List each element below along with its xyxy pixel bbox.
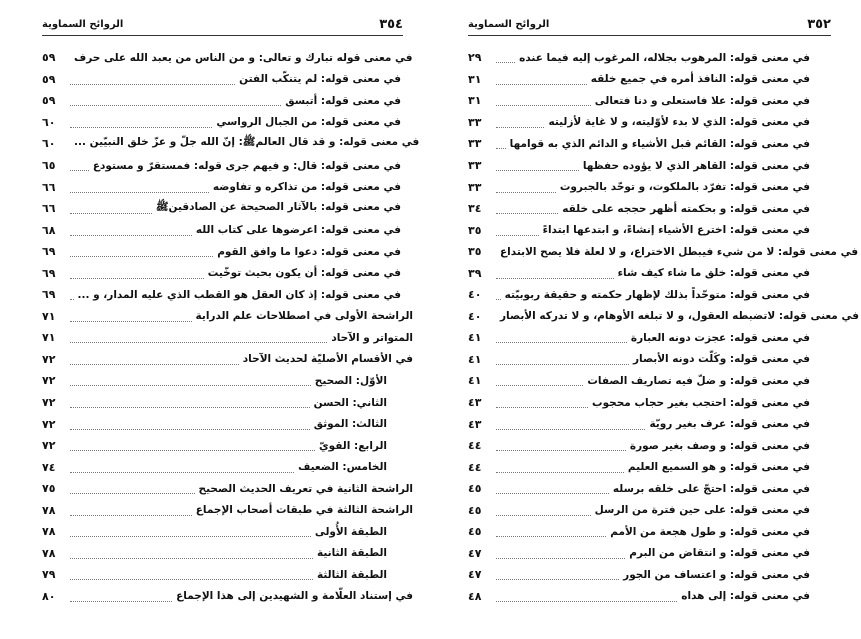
toc-entry-page: ٤٠ bbox=[468, 288, 482, 302]
dot-leader bbox=[496, 52, 515, 63]
toc-entry-title: الراشحة الثالثة في طبقات أصحاب الإجماع bbox=[195, 504, 413, 517]
dot-leader bbox=[496, 138, 506, 149]
toc-entry-title: المتواتر و الآحاد bbox=[331, 331, 413, 344]
dot-leader bbox=[70, 268, 204, 279]
toc-entry bbox=[42, 370, 413, 392]
toc-entry bbox=[468, 176, 810, 198]
toc-entry bbox=[42, 456, 413, 478]
toc-entry-page: ٧٢ bbox=[42, 352, 56, 366]
toc-entry-page: ٧٤ bbox=[42, 460, 56, 474]
toc-entry-title: الطبقة الأُولى bbox=[314, 525, 387, 538]
toc-entry-title: في معنى قوله: من تذاكره و تفاوضه bbox=[212, 181, 401, 194]
dot-leader bbox=[496, 397, 588, 408]
toc-entry-page: ٣٣ bbox=[468, 115, 482, 129]
dot-leader bbox=[70, 548, 313, 559]
toc-entry bbox=[42, 586, 413, 608]
toc-entry-page: ٤٨ bbox=[468, 589, 482, 603]
toc-entry-title: في معنى قوله: لم يتنكّب الفتن bbox=[239, 73, 401, 86]
toc-entry-title: في معنى قوله: إلى هداه bbox=[681, 590, 810, 603]
page-header bbox=[468, 19, 831, 36]
toc-entry bbox=[42, 392, 413, 414]
toc-entry bbox=[468, 133, 810, 155]
toc-entry bbox=[42, 241, 413, 263]
toc-entry bbox=[42, 133, 420, 155]
toc-entry-page: ٦٩ bbox=[42, 266, 56, 280]
dot-leader bbox=[496, 483, 609, 494]
toc-entry-title: في معنى قوله: أتبسق bbox=[285, 94, 401, 107]
toc-entry-page: ٣٥ bbox=[468, 245, 482, 259]
dot-leader bbox=[70, 569, 313, 580]
dot-leader bbox=[70, 117, 212, 128]
toc-entry-page: ٥٩ bbox=[42, 94, 56, 108]
toc-entry-title: في معنى قوله: القاهر الذي لا يؤوده حفظها bbox=[582, 159, 810, 172]
toc-entry bbox=[468, 499, 810, 521]
toc-entry-title: في معنى قوله: القائم قبل الأشياء و الدائم الذي به قوامها bbox=[509, 137, 810, 150]
toc-entry-title: في معنى قوله: اعرضوها على كتاب الله bbox=[195, 224, 401, 237]
dot-leader bbox=[496, 462, 624, 473]
dot-leader bbox=[70, 160, 89, 171]
toc-entry-page: ٣٣ bbox=[468, 159, 482, 172]
toc-entry bbox=[468, 543, 810, 565]
dot-leader bbox=[496, 548, 625, 559]
toc-entry bbox=[42, 564, 413, 586]
toc-entry-page: ٢٩ bbox=[468, 51, 482, 65]
toc-entry bbox=[468, 456, 810, 478]
toc-entry-title: في معنى قوله: و هو السميع العليم bbox=[627, 461, 810, 474]
toc-entry-title: الثاني: الحسن bbox=[313, 396, 387, 409]
toc-entry bbox=[468, 284, 810, 306]
toc-entry bbox=[468, 349, 810, 371]
toc-entry-title: في معنى قوله: اخترع الأشياء إنشاءً، و ابتدعها ابتداءً bbox=[542, 224, 810, 237]
dot-leader bbox=[496, 95, 591, 106]
toc-entry-page: ٤١ bbox=[468, 374, 482, 388]
toc-entry-page: ٧٢ bbox=[42, 374, 56, 388]
toc-entry-title: في معنى قوله: وكَلّت دونه الأبصار bbox=[632, 353, 810, 366]
toc-entry-title: الأوّل: الصحيح bbox=[314, 374, 387, 387]
dot-leader bbox=[496, 289, 501, 300]
toc-entry-page: ٧٨ bbox=[42, 525, 56, 539]
dot-leader bbox=[496, 526, 606, 537]
toc-entry bbox=[42, 521, 413, 543]
toc-entry-page: ٧٢ bbox=[42, 396, 56, 410]
toc-entry bbox=[468, 69, 810, 91]
toc-entry bbox=[42, 198, 413, 220]
toc-entry bbox=[468, 47, 810, 69]
dot-leader bbox=[70, 397, 310, 408]
toc-entry bbox=[42, 90, 413, 112]
toc-entry bbox=[468, 306, 859, 328]
toc-entry-page: ٤٥ bbox=[468, 482, 482, 496]
toc-entry-page: ٤٣ bbox=[468, 396, 482, 410]
dot-leader bbox=[70, 95, 281, 106]
dot-leader bbox=[70, 419, 310, 430]
toc-entry-page: ٤٧ bbox=[468, 546, 482, 560]
toc-entry bbox=[468, 586, 810, 608]
toc-entry-title: في معنى قوله: خلق ما شاء كيف شاء bbox=[617, 267, 810, 280]
toc-entry bbox=[468, 392, 810, 414]
toc-entry-page: ٤٠ bbox=[468, 309, 482, 323]
dot-leader bbox=[70, 246, 213, 257]
dot-leader bbox=[496, 182, 556, 193]
running-title: الروائح السماوية bbox=[468, 19, 550, 30]
toc-entry-page: ٣٣ bbox=[468, 180, 482, 194]
toc-entry-page: ٧٨ bbox=[42, 503, 56, 517]
toc-entry-title: في معنى قوله: و قد قال العالمﷺ: إنّ الله جلّ و عزّ خلق النبيّين ... bbox=[74, 136, 420, 149]
toc-entry-title: في معنى قوله: لا من شيء فيبطل الاختراع، و لا لعلة فلا يصح الابتداع bbox=[500, 245, 859, 258]
toc-entry-page: ٤٤ bbox=[468, 460, 482, 474]
toc-entry-page: ٥٩ bbox=[42, 51, 56, 65]
toc-entry bbox=[42, 69, 413, 91]
toc-entry-page: ٤٧ bbox=[468, 568, 482, 582]
dot-leader bbox=[70, 225, 192, 236]
running-title: الروائح السماوية bbox=[42, 19, 124, 30]
toc-entry bbox=[42, 47, 413, 69]
toc-entry-title: في إستناد العلّامة و الشهيدين إلى هذا الإجماع bbox=[176, 590, 413, 603]
toc-entry bbox=[42, 327, 413, 349]
toc-entry-title: في معنى قوله: دعوا ما وافق القوم bbox=[217, 245, 401, 258]
toc-entry bbox=[42, 155, 413, 177]
toc-entry-page: ٣١ bbox=[468, 72, 482, 86]
toc-entry-title: في الأقسام الأصليّة لحديث الآحاد bbox=[242, 353, 413, 366]
toc-entry-title: في معنى قوله: علا فاستعلى و دنا فتعالى bbox=[594, 94, 810, 107]
toc-entry-title: في معنى قوله: النافذ أمره في جميع خلقه bbox=[590, 73, 810, 86]
dot-leader bbox=[496, 569, 619, 580]
dot-leader bbox=[496, 591, 677, 602]
toc-entry-title: الراشحة الثانية في تعريف الحديث الصحيح bbox=[198, 482, 413, 495]
toc-entry-title: في معنى قوله: و اعتساف من الجور bbox=[623, 568, 810, 581]
dot-leader bbox=[70, 182, 209, 193]
toc-entry-page: ٦٥ bbox=[42, 159, 56, 172]
toc-entry bbox=[468, 112, 810, 134]
toc-entry-page: ٦٦ bbox=[42, 202, 56, 216]
toc-entry bbox=[42, 543, 413, 565]
toc-entry-page: ٨٠ bbox=[42, 589, 56, 603]
dot-leader bbox=[496, 354, 629, 365]
toc-entry-page: ٣٥ bbox=[468, 223, 482, 237]
toc-entry bbox=[42, 349, 413, 371]
toc-entry-page: ٣٩ bbox=[468, 266, 482, 280]
toc-entry-page: ٣١ bbox=[468, 94, 482, 108]
toc-entry-page: ٧١ bbox=[42, 331, 56, 345]
toc-entry-title: في معنى قوله: لاتضبطه العقول، و لا تبلغه الأوهام، و لا تدركه الأبصار bbox=[500, 310, 859, 323]
toc-entry-title: في معنى قوله: و انتقاض من البرم bbox=[629, 547, 810, 560]
toc-entry-title: في معنى قوله: و طول هجعة من الأمم bbox=[610, 525, 810, 538]
toc-entry-title: في معنى قوله: قال: و فيهم جرى قوله: فمستقرّ و مستودع bbox=[92, 159, 401, 172]
toc-entry-title: الرابع: القويّ bbox=[319, 439, 387, 452]
dot-leader bbox=[496, 268, 614, 279]
toc-entry-title: الخامس: الضعيف bbox=[298, 461, 387, 474]
toc-entry-title: في معنى قوله: و ضلّ فيه تصاريف الصفات bbox=[587, 374, 810, 387]
dot-leader bbox=[496, 203, 558, 214]
toc-entry-page: ٣٣ bbox=[468, 137, 482, 151]
toc-entry-page: ٤١ bbox=[468, 352, 482, 366]
toc-entry-page: ٤١ bbox=[468, 331, 482, 345]
toc-entry-page: ٧٩ bbox=[42, 568, 56, 582]
toc-entry-title: في معنى قوله: و وصف بغير صورة bbox=[629, 439, 810, 452]
dot-leader bbox=[70, 375, 311, 386]
toc-entry-title: في معنى قوله: احتجب بغير حجاب محجوب bbox=[592, 396, 810, 409]
toc-entry bbox=[42, 219, 413, 241]
dot-leader bbox=[70, 354, 239, 365]
toc-entry-title: في معنى قوله: الذي لا بدء لأوّليته، و لا غاية لأزليته bbox=[548, 116, 810, 129]
toc-entry-title: الراشحة الأولى في اصطلاحات علم الدراية bbox=[195, 310, 413, 323]
toc-entry bbox=[468, 435, 810, 457]
toc-entry bbox=[468, 90, 810, 112]
toc-entry bbox=[468, 198, 810, 220]
dot-leader bbox=[70, 526, 311, 537]
toc-entry-title: في معنى قوله: احتجّ على خلقه برسله bbox=[612, 482, 810, 495]
toc-entry bbox=[42, 499, 413, 521]
toc-entry bbox=[468, 241, 859, 263]
toc-entry-title: في معنى قوله: على حين فترة من الرسل bbox=[594, 504, 810, 517]
toc-entry-page: ٦٩ bbox=[42, 245, 56, 259]
page-left bbox=[0, 0, 430, 639]
page-number: ٣٥٤ bbox=[379, 17, 403, 32]
toc-entry-page: ٤٣ bbox=[468, 417, 482, 431]
dot-leader bbox=[496, 419, 645, 430]
toc-entry-page: ٦٨ bbox=[42, 223, 56, 237]
toc-entry bbox=[468, 564, 810, 586]
toc-entry bbox=[42, 435, 413, 457]
toc-entry bbox=[468, 413, 810, 435]
toc-entry bbox=[42, 306, 413, 328]
toc-entry-title: في معنى قوله: و بحكمته أظهر حججه على خلقه bbox=[562, 202, 810, 215]
toc-list bbox=[42, 47, 420, 607]
toc-entry bbox=[42, 478, 413, 500]
toc-entry-page: ٥٩ bbox=[42, 72, 56, 86]
toc-entry-title: في معنى قوله تبارك و تعالى: و من الناس من يعبد الله على حرف bbox=[74, 51, 413, 64]
page-header bbox=[42, 19, 403, 36]
toc-entry-title: الطبقة الثالثة bbox=[316, 568, 387, 581]
toc-entry-page: ٧٨ bbox=[42, 546, 56, 560]
toc-list bbox=[468, 47, 859, 607]
toc-entry bbox=[42, 262, 413, 284]
toc-entry-title: في معنى قوله: من الجبال الرواسي bbox=[216, 116, 401, 129]
toc-entry-page: ٧٥ bbox=[42, 482, 56, 496]
toc-entry bbox=[42, 176, 413, 198]
toc-entry bbox=[42, 112, 413, 134]
dot-leader bbox=[496, 505, 591, 516]
dot-leader bbox=[70, 462, 294, 473]
toc-entry bbox=[468, 219, 810, 241]
dot-leader bbox=[496, 74, 587, 85]
toc-entry-page: ٦٠ bbox=[42, 137, 56, 151]
toc-entry bbox=[42, 284, 413, 306]
toc-entry-title: في معنى قوله: متوحّداً بذلك لإظهار حكمته و حقيقة ربوبيّته bbox=[504, 288, 810, 301]
toc-entry-title: في معنى قوله: عجزت دونه العبارة bbox=[630, 331, 810, 344]
toc-entry bbox=[468, 478, 810, 500]
toc-entry-page: ٧١ bbox=[42, 309, 56, 323]
toc-entry-page: ٦٦ bbox=[42, 180, 56, 194]
dot-leader bbox=[70, 332, 327, 343]
toc-entry-page: ٦٠ bbox=[42, 115, 56, 129]
dot-leader bbox=[496, 160, 579, 171]
toc-entry-title: في معنى قوله: تفرّد بالملكوت، و توحّد بالجبروت bbox=[559, 181, 810, 194]
dot-leader bbox=[70, 289, 74, 300]
dot-leader bbox=[496, 375, 583, 386]
dot-leader bbox=[496, 117, 544, 128]
toc-entry-title: في معنى قوله: أن يكون بحيث توخّيت bbox=[207, 267, 401, 280]
toc-entry bbox=[468, 327, 810, 349]
dot-leader bbox=[70, 483, 195, 494]
page-right bbox=[430, 0, 861, 639]
toc-entry-page: ٧٢ bbox=[42, 439, 56, 453]
dot-leader bbox=[70, 440, 315, 451]
toc-entry-page: ٦٩ bbox=[42, 288, 56, 302]
toc-entry-title: الطبقة الثانية bbox=[316, 547, 387, 560]
toc-entry bbox=[468, 262, 810, 284]
toc-entry-page: ٤٥ bbox=[468, 525, 482, 539]
toc-entry bbox=[468, 521, 810, 543]
toc-entry-title: في معنى قوله: إذ كان العقل هو القطب الذي عليه المدار، و ... bbox=[77, 288, 401, 301]
toc-entry-page: ٣٤ bbox=[468, 202, 482, 216]
toc-entry-page: ٤٥ bbox=[468, 503, 482, 517]
dot-leader bbox=[496, 332, 627, 343]
toc-entry bbox=[468, 370, 810, 392]
toc-entry-title: في معنى قوله: المرهوب بجلاله، المرغوب إليه فيما عنده bbox=[519, 51, 810, 64]
toc-entry bbox=[42, 413, 413, 435]
dot-leader bbox=[70, 505, 192, 516]
toc-entry-page: ٧٢ bbox=[42, 417, 56, 431]
dot-leader bbox=[496, 440, 626, 451]
dot-leader bbox=[70, 311, 192, 322]
toc-entry-title: في معنى قوله: عرف بغير رويّة bbox=[649, 418, 810, 431]
page-number: ٣٥٢ bbox=[807, 17, 831, 32]
dot-leader bbox=[70, 74, 235, 85]
toc-entry-title: الثالث: الموثق bbox=[313, 418, 387, 431]
dot-leader bbox=[70, 203, 152, 214]
dot-leader bbox=[70, 591, 172, 602]
toc-entry-title: في معنى قوله: بالآثار الصحيحة عن الصادقينﷺ bbox=[155, 201, 401, 214]
toc-entry-page: ٤٤ bbox=[468, 439, 482, 453]
dot-leader bbox=[496, 225, 539, 236]
toc-entry bbox=[468, 155, 810, 177]
